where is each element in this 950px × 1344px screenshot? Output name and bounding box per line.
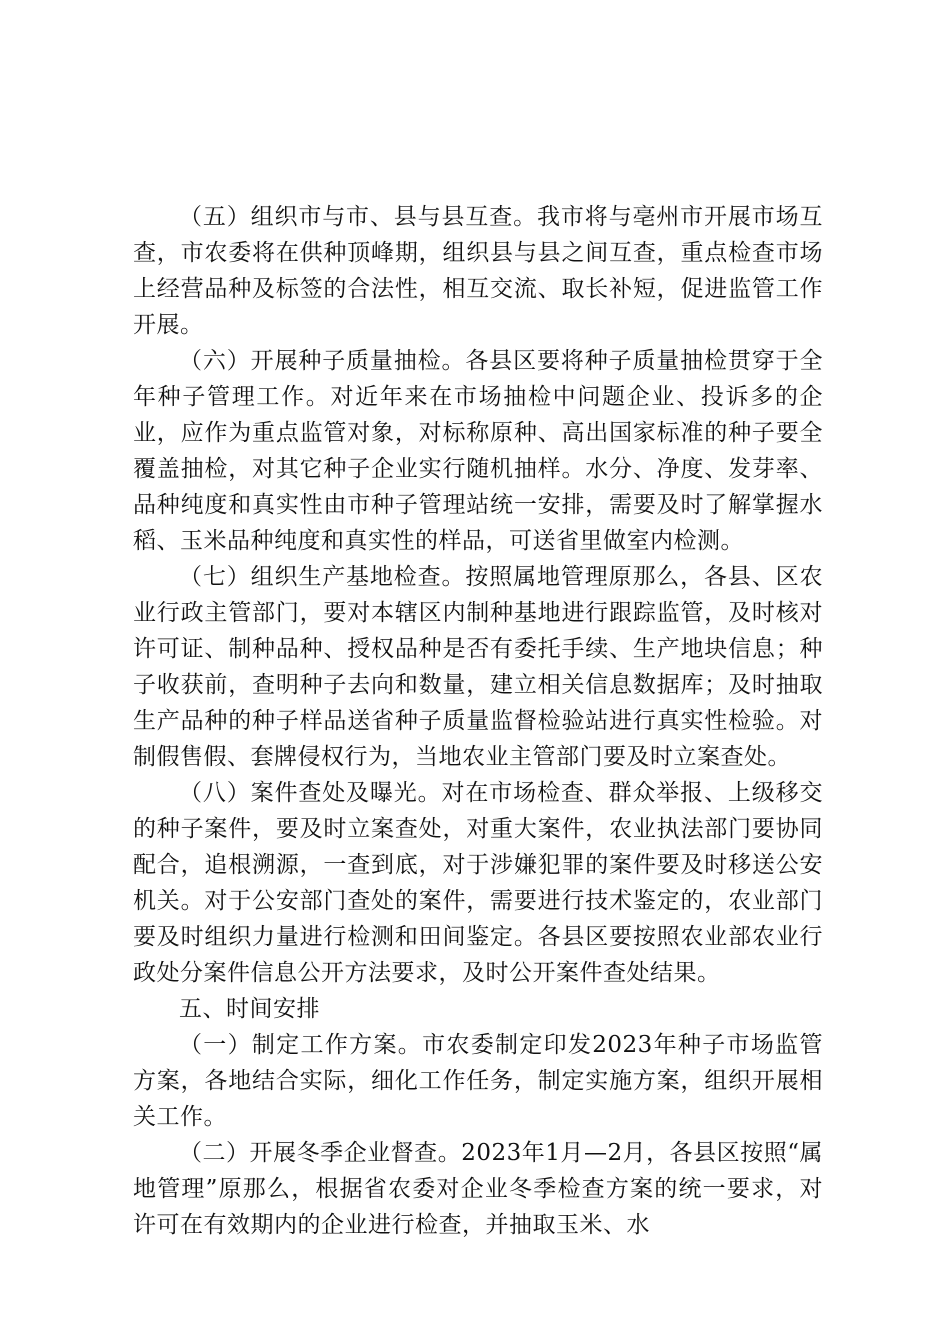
paragraph-8-case-handling: （八）案件查处及曝光。对在市场检查、群众举报、上级移交的种子案件，要及时立案查处，对重大案件，农业执法部门要协同配合，追根溯源，一查到底，对于涉嫌犯罪的案件要及时移送公安机关。对于公安部门查处的案件，需要进行技术鉴定的，农业部门要及时组织力量进行检测和田间鉴定。各县区要按照农业部农业行政处分案件信息公开方法要求，及时公开案件查处结果。 [133, 780, 823, 986]
paragraph-7-production-base-inspection: （七）组织生产基地检查。按照属地管理原那么，各县、区农业行政主管部门，要对本辖区内制种基地进行跟踪监管，及时核对许可证、制种品种、授权品种是否有委托手续、生产地块信息；种子收获前，查明种子去向和数量，建立相关信息数据库；及时抽取生产品种的种子样品送省种子质量监督检验站进行真实性检验。对制假售假、套牌侵权行为，当地农业主管部门要及时立案查处。 [133, 564, 823, 770]
paragraph-1-work-plan: （一）制定工作方案。市农委制定印发2023年种子市场监管方案，各地结合实际，细化工作任务，制定实施方案，组织开展相关工作。 [133, 1032, 823, 1130]
paragraph-2-winter-inspection: （二）开展冬季企业督查。2023年1月—2月，各县区按照“属地管理”原那么，根据省农委对企业冬季检查方案的统一要求，对许可在有效期内的企业进行检查，并抽取玉米、水 [133, 1140, 823, 1238]
paragraph-6-quality-sampling: （六）开展种子质量抽检。各县区要将种子质量抽检贯穿于全年种子管理工作。对近年来在市场抽检中问题企业、投诉多的企业，应作为重点监管对象，对标称原种、高出国家标准的种子要全覆盖抽检，对其它种子企业实行随机抽样。水分、净度、发芽率、品种纯度和真实性由市种子管理站统一安排，需要及时了解掌握水稻、玉米品种纯度和真实性的样品，可送省里做室内检测。 [133, 348, 823, 554]
paragraph-5-mutual-inspection: （五）组织市与市、县与县互查。我市将与亳州市开展市场互查，市农委将在供种顶峰期，组织县与县之间互查，重点检查市场上经营品种及标签的合法性，相互交流、取长补短，促进监管工作开展。 [133, 204, 823, 338]
document-body [133, 199, 823, 1243]
section-heading-schedule: 五、时间安排 [179, 996, 320, 1022]
